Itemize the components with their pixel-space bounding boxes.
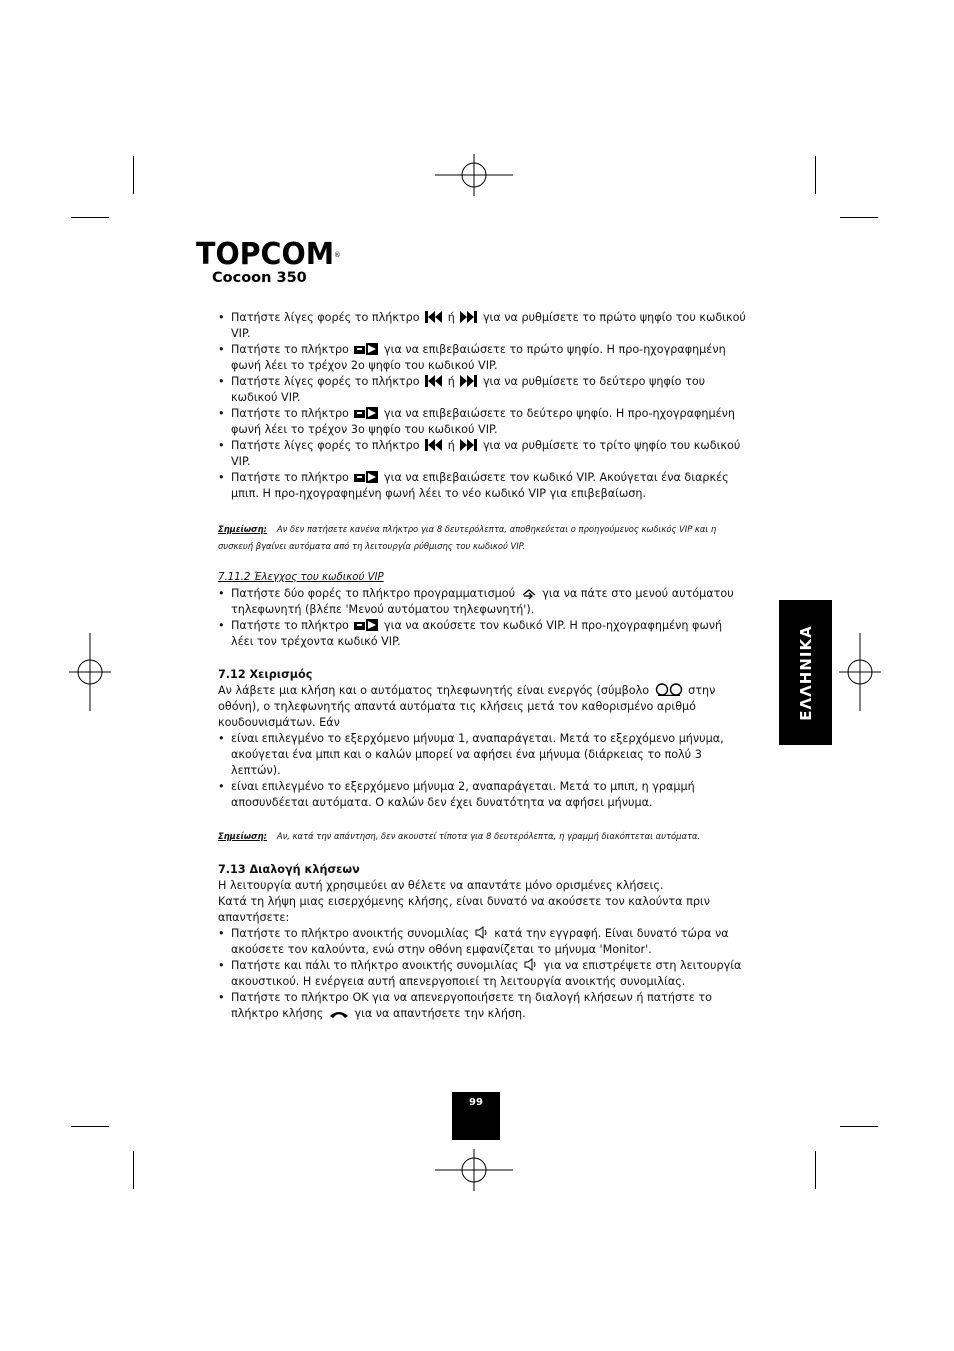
speaker-icon — [475, 926, 489, 939]
list-item: • Πατήστε λίγες φορές το πλήκτρο ή για να ρυθμίσετε το δεύτερο ψηφίο του κωδικού VIP. — [218, 374, 748, 406]
registration-mark-icon — [821, 633, 899, 711]
list-item: • Πατήστε το πλήκτρο ανοικτής συνομιλίας κατά την εγγραφή. Είναι δυνατό τώρα να ακούσετε τον καλούντα, ενώ στην οθόνη εμφανίζεται το μήνυμα 'Monitor'. — [218, 926, 748, 958]
page-content — [218, 310, 748, 1022]
list-item: • Πατήστε το πλήκτρο για να επιβεβαιώσετε το δεύτερο ψηφίο. Η προ-ηχογραφημένη φωνή λέει το τρέχον 3ο ψηφίο του κωδικού VIP. — [218, 406, 748, 438]
list-item: • Πατήστε το πλήκτρο OK για να απενεργοποιήσετε τη διαλογή κλήσεων ή πατήστε το πλήκτρο κλήσης για να απαντήσετε την κλήση. — [218, 990, 748, 1022]
handling-list — [218, 731, 748, 811]
list-item: • Πατήστε το πλήκτρο για να επιβεβαιώσετε το πρώτο ψηφίο. Η προ-ηχογραφημένη φωνή λέει το τρέχον 2ο ψηφίο του κωδικού VIP. — [218, 342, 748, 374]
crop-mark — [71, 1126, 109, 1127]
note-vip: Σημείωση: Αν δεν πατήσετε κανένα πλήκτρο για 8 δευτερόλεπτα, αποθηκεύεται ο προηγούμενος κωδικός VIP και η συσκευή βγαίνει αυτόματα από τη λειτουργία ρύθμισης του κωδικού VIP. — [218, 524, 717, 551]
list-item: • είναι επιλεγμένο το εξερχόμενο μήνυμα 1, αναπαράγεται. Μετά το εξερχόμενο μήνυμα, ακούγεται ένα μπιπ και ο καλών μπορεί να αφήσει ένα μήνυμα (διάρκειας το πολύ 3 λεπτών). — [218, 731, 748, 779]
list-item: • Πατήστε και πάλι το πλήκτρο ανοικτής συνομιλίας για να επιστρέψετε στη λειτουργία ακουστικού. Η ενέργεια αυτή απενεργοποιεί τη λειτουργία ανοικτής συνομιλίας. — [218, 958, 748, 990]
registration-mark-icon — [435, 136, 513, 214]
crop-mark — [840, 217, 878, 218]
list-item: • είναι επιλεγμένο το εξερχόμενο μήνυμα 2, αναπαράγεται. Μετά το μπιπ, η γραμμή αποσυνδέεται αυτόματα. Ο καλών δεν έχει δυνατότητα να αφήσει μήνυμα. — [218, 779, 748, 811]
list-item: • Πατήστε δύο φορές το πλήκτρο προγραμματισμού για να πάτε στο μενού αυτόματου τηλεφωνητή (βλέπε 'Μενού αυτόματου τηλεφωνητή'). — [218, 586, 748, 618]
list-item: • Πατήστε λίγες φορές το πλήκτρο ή για να ρυθμίσετε το τρίτο ψηφίο του κωδικού VIP. — [218, 438, 748, 470]
crop-mark — [133, 1151, 134, 1189]
memo-play-icon — [354, 343, 378, 355]
crop-mark — [133, 156, 134, 194]
crop-mark — [815, 156, 816, 194]
call-screening-list — [218, 926, 748, 1022]
list-item: • Πατήστε λίγες φορές το πλήκτρο ή για να ρυθμίσετε το πρώτο ψηφίο του κωδικού VIP. — [218, 310, 748, 342]
memo-play-icon — [354, 619, 378, 631]
list-item: • Πατήστε το πλήκτρο για να ακούσετε τον κωδικό VIP. Η προ-ηχογραφημένη φωνή λέει τον τρέχοντα κωδικό VIP. — [218, 618, 748, 650]
model-name: Cocoon 350 — [212, 270, 307, 286]
note-answer: Σημείωση: Αν, κατά την απάντηση, δεν ακουστεί τίποτα για 8 δευτερόλεπτα, η γραμμή διακόπτεται αυτόματα. — [218, 831, 701, 841]
program-key-icon — [521, 587, 537, 599]
forward-icon — [460, 439, 477, 451]
crop-mark — [840, 1126, 878, 1127]
memo-play-icon — [354, 407, 378, 419]
forward-icon — [460, 375, 477, 387]
list-item: • Πατήστε το πλήκτρο για να επιβεβαιώσετε τον κωδικό VIP. Ακούγεται ένα διαρκές μπιπ. Η προ-ηχογραφημένη φωνή λέει το νέο κωδικό VIP για επιβεβαίωση. — [218, 470, 748, 502]
forward-icon — [460, 311, 477, 323]
rewind-icon — [425, 375, 442, 387]
rewind-icon — [425, 439, 442, 451]
brand-header — [196, 237, 348, 286]
registration-mark-icon — [435, 1131, 513, 1209]
language-tab: ΕΛΛΗΝΙΚΑ — [779, 600, 832, 745]
paragraph: Αν λάβετε μια κλήση και ο αυτόματος τηλεφωνητής είναι ενεργός (σύμβολο στην οθόνη), ο τηλεφωνητής απαντά αυτόματα τις κλήσεις μετά τον καθορισμένο αριθμό κουδουνισμάτων. Εάν — [218, 684, 716, 729]
page-number: 99 — [452, 1092, 500, 1140]
rewind-icon — [425, 311, 442, 323]
section-title-7-11-2: 7.11.2 Έλεγχος του κωδικού VIP — [218, 572, 384, 583]
section-title-7-12: 7.12 Χειρισμός — [218, 668, 313, 681]
answering-machine-icon — [655, 683, 683, 696]
section-title-7-13: 7.13 Διαλογή κλήσεων — [218, 863, 360, 876]
paragraph: Κατά τη λήψη μιας εισερχόμενης κλήσης, είναι δυνατό να ακούσετε τον καλούντα πριν απαντήσετε: — [218, 895, 710, 924]
handset-icon — [329, 1009, 349, 1019]
paragraph: Η λειτουργία αυτή χρησιμεύει αν θέλετε να απαντάτε μόνο ορισμένες κλήσεις. — [218, 879, 664, 892]
topcom-logo: TOPCOM® — [196, 237, 341, 272]
vip-setup-list — [218, 310, 748, 502]
vip-check-list — [218, 586, 748, 650]
crop-mark — [71, 217, 109, 218]
crop-mark — [815, 1151, 816, 1189]
registration-mark-icon — [51, 633, 129, 711]
speaker-icon — [524, 958, 538, 971]
memo-play-icon — [354, 471, 378, 483]
